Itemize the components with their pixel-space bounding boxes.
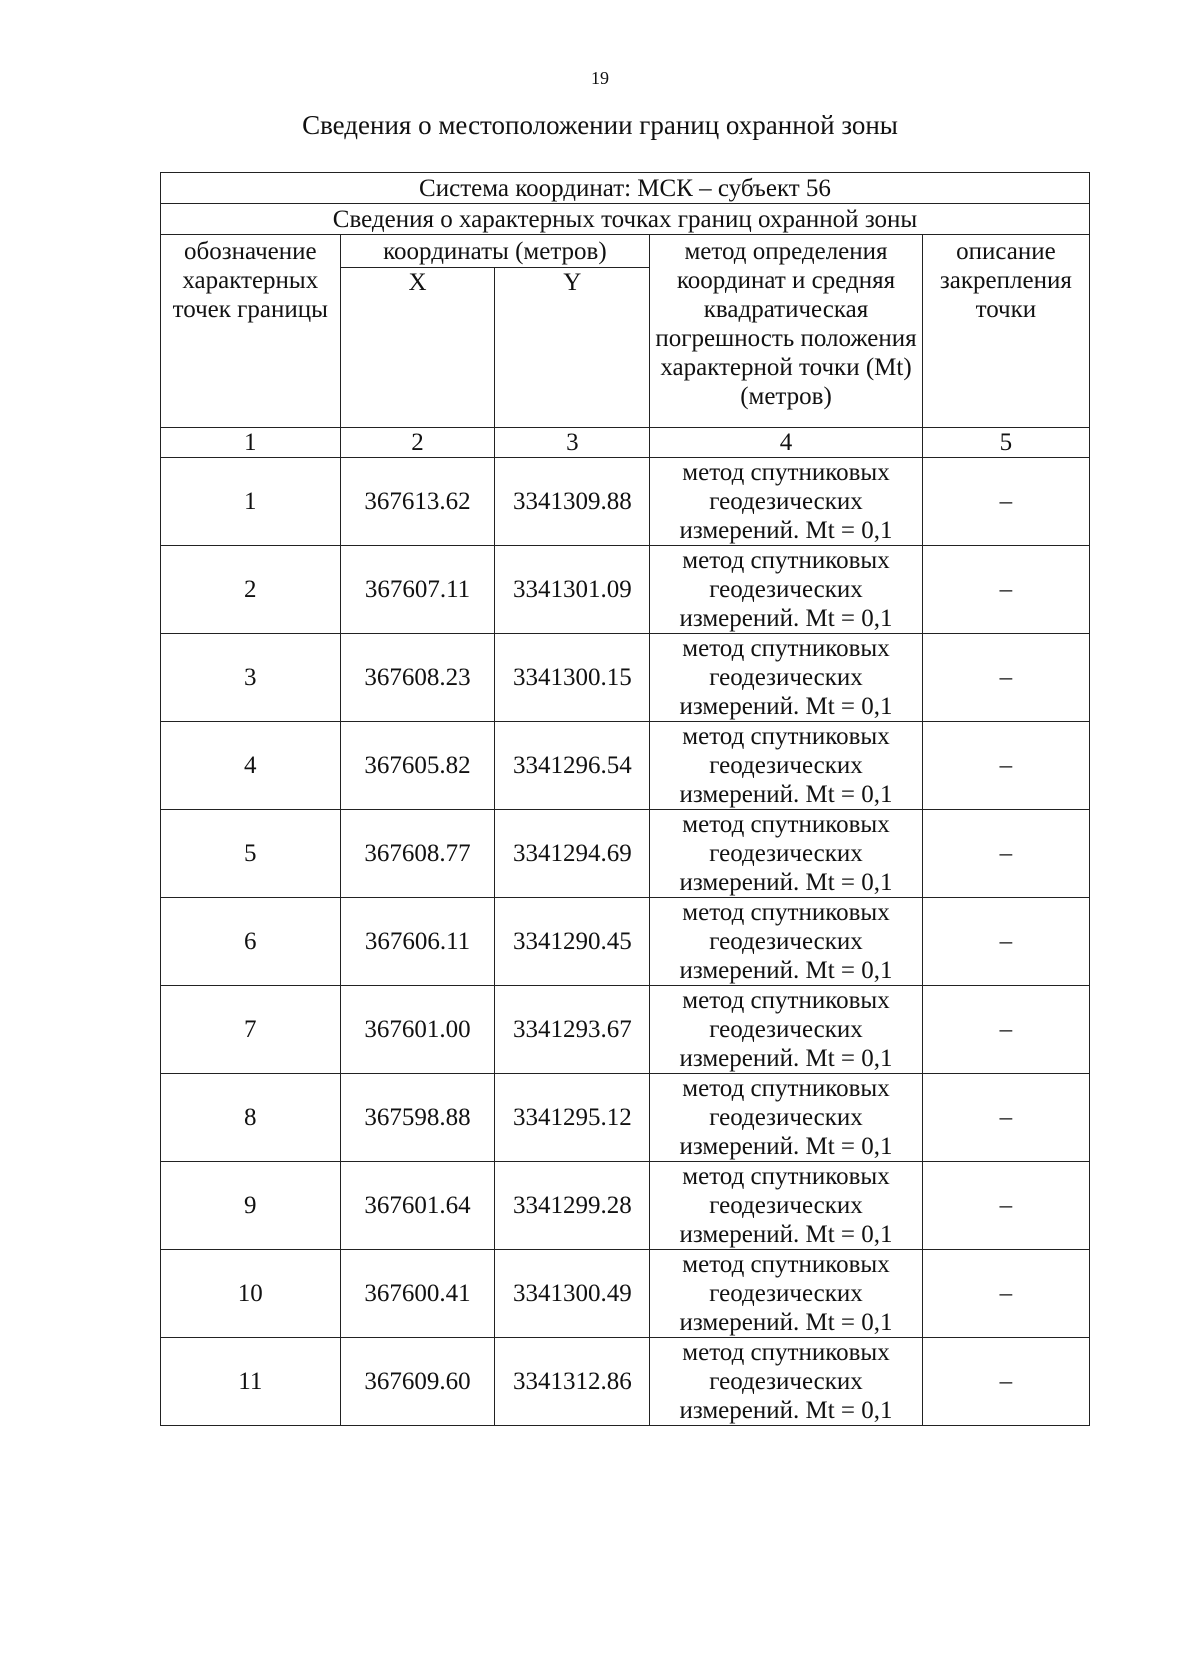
method-cell: метод спутниковых геодезических измерений. Mt = 0,1 — [650, 898, 923, 986]
method-cell: метод спутниковых геодезических измерений. Mt = 0,1 — [650, 1250, 923, 1338]
x-coordinate-cell: 367608.23 — [340, 634, 495, 722]
table-row — [161, 634, 1090, 722]
y-coordinate-cell: 3341300.49 — [495, 1250, 650, 1338]
y-coordinate-cell: 3341290.45 — [495, 898, 650, 986]
fixing-cell: – — [922, 722, 1089, 810]
boundary-points-table — [160, 172, 1090, 1426]
method-cell: метод спутниковых геодезических измерений. Mt = 0,1 — [650, 1338, 923, 1426]
fixing-cell: – — [922, 458, 1089, 546]
x-coordinate-cell: 367606.11 — [340, 898, 495, 986]
header-method: метод определения координат и средняя квадратическая погрешность положения характерной точки (Mt) (метров) — [650, 235, 923, 428]
fixing-cell: – — [922, 986, 1089, 1074]
method-cell: метод спутниковых геодезических измерений. Mt = 0,1 — [650, 1074, 923, 1162]
point-number-cell: 9 — [161, 1162, 341, 1250]
header-row — [161, 235, 1090, 268]
header-fixing: описание закрепления точки — [922, 235, 1089, 428]
column-number: 1 — [161, 428, 341, 458]
method-cell: метод спутниковых геодезических измерений. Mt = 0,1 — [650, 546, 923, 634]
x-coordinate-cell: 367613.62 — [340, 458, 495, 546]
y-coordinate-cell: 3341301.09 — [495, 546, 650, 634]
page-number: 19 — [591, 68, 609, 88]
column-numbers-row — [161, 428, 1090, 458]
x-coordinate-cell: 367601.64 — [340, 1162, 495, 1250]
table-row — [161, 1074, 1090, 1162]
method-cell: метод спутниковых геодезических измерений. Mt = 0,1 — [650, 810, 923, 898]
x-coordinate-cell: 367601.00 — [340, 986, 495, 1074]
point-number-cell: 10 — [161, 1250, 341, 1338]
x-coordinate-cell: 367608.77 — [340, 810, 495, 898]
y-coordinate-cell: 3341294.69 — [495, 810, 650, 898]
coordinate-system: Система координат: МСК – субъект 56 — [161, 173, 1090, 204]
y-coordinate-cell: 3341299.28 — [495, 1162, 650, 1250]
x-coordinate-cell: 367609.60 — [340, 1338, 495, 1426]
header-coordinates: координаты (метров) — [340, 235, 650, 268]
table-row — [161, 546, 1090, 634]
table-row — [161, 458, 1090, 546]
method-cell: метод спутниковых геодезических измерений. Mt = 0,1 — [650, 986, 923, 1074]
method-cell: метод спутниковых геодезических измерений. Mt = 0,1 — [650, 722, 923, 810]
header-designation: обозначение характерных точек границы — [161, 235, 341, 428]
y-coordinate-cell: 3341295.12 — [495, 1074, 650, 1162]
x-coordinate-cell: 367605.82 — [340, 722, 495, 810]
table-row — [161, 810, 1090, 898]
point-number-cell: 8 — [161, 1074, 341, 1162]
points-caption-row — [161, 204, 1090, 235]
x-coordinate-cell: 367600.41 — [340, 1250, 495, 1338]
fixing-cell: – — [922, 1074, 1089, 1162]
point-number-cell: 6 — [161, 898, 341, 986]
fixing-cell: – — [922, 546, 1089, 634]
document-title: Сведения о местоположении границ охранной зоны — [302, 110, 898, 140]
y-coordinate-cell: 3341300.15 — [495, 634, 650, 722]
y-coordinate-cell: 3341309.88 — [495, 458, 650, 546]
column-number: 5 — [922, 428, 1089, 458]
column-number: 3 — [495, 428, 650, 458]
x-coordinate-cell: 367607.11 — [340, 546, 495, 634]
y-coordinate-cell: 3341293.67 — [495, 986, 650, 1074]
header-y: Y — [495, 268, 650, 428]
fixing-cell: – — [922, 1250, 1089, 1338]
points-caption: Сведения о характерных точках границ охранной зоны — [161, 204, 1090, 235]
x-coordinate-cell: 367598.88 — [340, 1074, 495, 1162]
table-row — [161, 1162, 1090, 1250]
fixing-cell: – — [922, 1162, 1089, 1250]
fixing-cell: – — [922, 634, 1089, 722]
y-coordinate-cell: 3341312.86 — [495, 1338, 650, 1426]
table-row — [161, 722, 1090, 810]
point-number-cell: 5 — [161, 810, 341, 898]
header-x: X — [340, 268, 495, 428]
y-coordinate-cell: 3341296.54 — [495, 722, 650, 810]
method-cell: метод спутниковых геодезических измерений. Mt = 0,1 — [650, 634, 923, 722]
table-row — [161, 986, 1090, 1074]
coordinate-system-row — [161, 173, 1090, 204]
point-number-cell: 2 — [161, 546, 341, 634]
point-number-cell: 7 — [161, 986, 341, 1074]
table-row — [161, 1250, 1090, 1338]
point-number-cell: 11 — [161, 1338, 341, 1426]
column-number: 2 — [340, 428, 495, 458]
fixing-cell: – — [922, 898, 1089, 986]
method-cell: метод спутниковых геодезических измерений. Mt = 0,1 — [650, 1162, 923, 1250]
column-number: 4 — [650, 428, 923, 458]
point-number-cell: 1 — [161, 458, 341, 546]
table-row — [161, 1338, 1090, 1426]
fixing-cell: – — [922, 1338, 1089, 1426]
fixing-cell: – — [922, 810, 1089, 898]
point-number-cell: 3 — [161, 634, 341, 722]
table-row — [161, 898, 1090, 986]
point-number-cell: 4 — [161, 722, 341, 810]
method-cell: метод спутниковых геодезических измерений. Mt = 0,1 — [650, 458, 923, 546]
